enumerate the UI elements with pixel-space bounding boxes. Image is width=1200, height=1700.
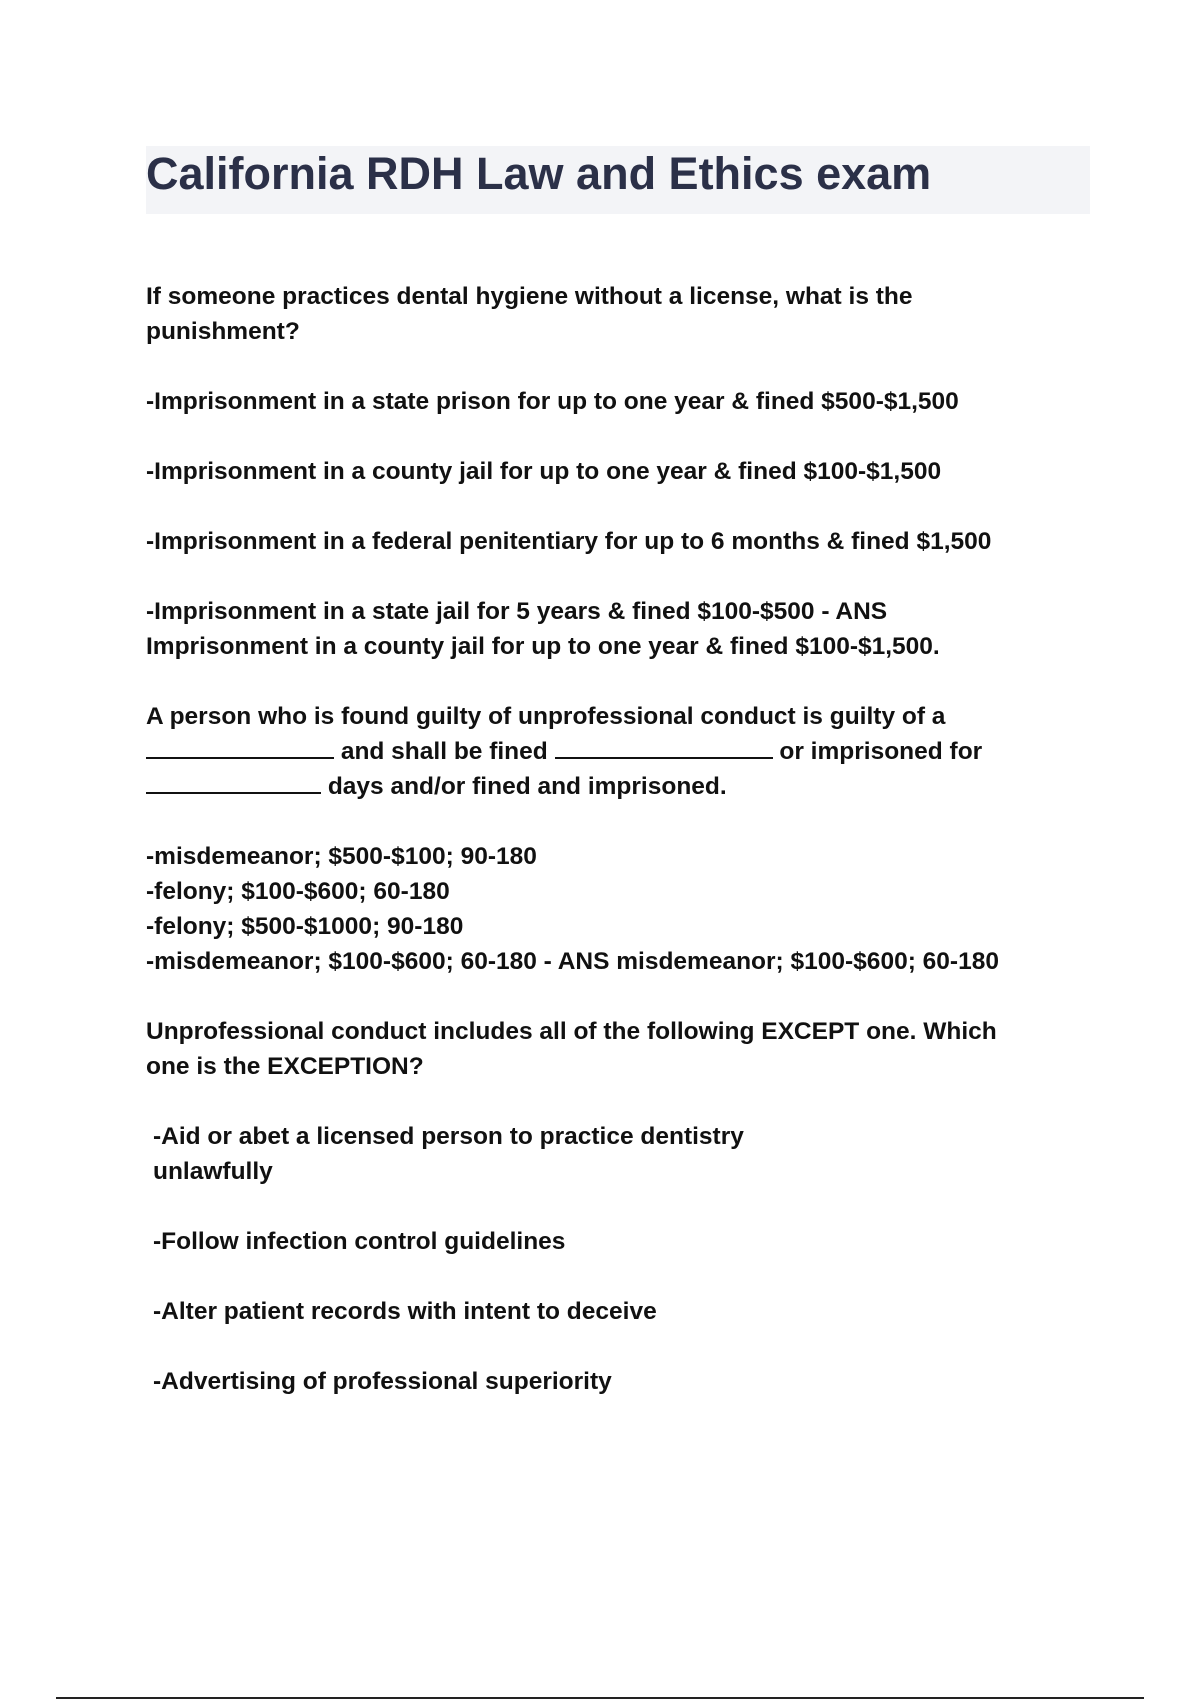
document-body: [146, 279, 1096, 1399]
q2-line3-end: days and/or fined and imprisoned.: [327, 773, 727, 800]
q1-option-a: -Imprisonment in a state prison for up to one year & fined $500-$1,500: [146, 388, 959, 415]
q3-option-a-line1: -Aid or abet a licensed person to practice dentistry: [153, 1123, 744, 1150]
q2-line1: A person who is found guilty of unprofessional conduct is guilty of a: [146, 703, 946, 730]
blank-2: [555, 736, 773, 759]
q2-option-a: -misdemeanor; $500-$100; 90-180: [146, 843, 537, 870]
q1-option-d: -Imprisonment in a state jail for 5 years & fined $100-$500 - ANS: [146, 598, 888, 625]
q2-option-d: -misdemeanor; $100-$600; 60-180 - ANS misdemeanor; $100-$600; 60-180: [146, 948, 999, 975]
q1-answer: Imprisonment in a county jail for up to one year & fined $100-$1,500.: [146, 633, 940, 660]
q3-option-b: -Follow infection control guidelines: [153, 1228, 566, 1255]
bottom-divider: [56, 1697, 1144, 1699]
q3-option-a-line2: unlawfully: [153, 1158, 273, 1185]
q2-option-c: -felony; $500-$1000; 90-180: [146, 913, 464, 940]
document-title: California RDH Law and Ethics exam: [146, 148, 932, 199]
q2-option-b: -felony; $100-$600; 60-180: [146, 878, 450, 905]
q1-option-c: -Imprisonment in a federal penitentiary for up to 6 months & fined $1,500: [146, 528, 992, 555]
blank-1: [146, 736, 334, 759]
q1-question-line2: punishment?: [146, 318, 300, 345]
q1-question-line1: If someone practices dental hygiene without a license, what is the: [146, 283, 913, 310]
q3-option-c: -Alter patient records with intent to deceive: [153, 1298, 657, 1325]
q1-option-b: -Imprisonment in a county jail for up to one year & fined $100-$1,500: [146, 458, 942, 485]
q3-option-d: -Advertising of professional superiority: [153, 1368, 612, 1395]
q2-line2: [146, 734, 1096, 769]
q3-question-line1: Unprofessional conduct includes all of the following EXCEPT one. Which: [146, 1018, 997, 1045]
q2-line3: [146, 769, 1096, 804]
q2-line2-end: or imprisoned for: [779, 738, 983, 765]
q3-question-line2: one is the EXCEPTION?: [146, 1053, 424, 1080]
q2-line2-mid: and shall be fined: [340, 738, 548, 765]
blank-3: [146, 771, 321, 794]
